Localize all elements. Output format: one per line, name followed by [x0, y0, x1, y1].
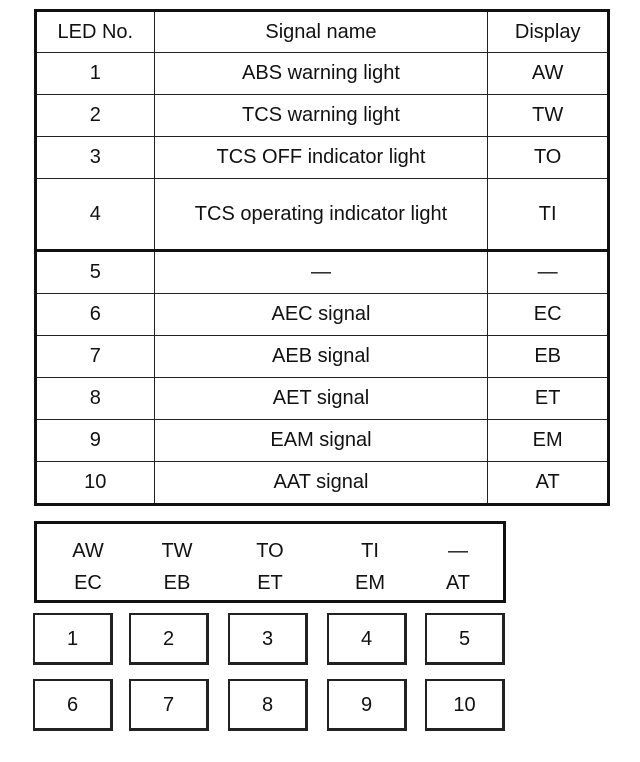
- display-top-row: [37, 536, 503, 566]
- led-no-cell: 1: [36, 53, 155, 95]
- signal-name-cell: TCS warning light: [154, 95, 488, 137]
- led-no-cell: 3: [36, 137, 155, 179]
- led-no-cell: 9: [36, 420, 155, 462]
- led-no-cell: 10: [36, 462, 155, 505]
- display-code-cell: EM: [488, 420, 609, 462]
- led-button-2[interactable]: 2: [129, 613, 209, 665]
- led-no-cell: 6: [36, 294, 155, 336]
- header-display: Display: [488, 11, 609, 53]
- signal-name-cell: —: [154, 251, 488, 294]
- signal-name-cell: AEC signal: [154, 294, 488, 336]
- display-code-cell: ET: [488, 378, 609, 420]
- table-row: [36, 462, 609, 505]
- header-led-no: LED No.: [36, 11, 155, 53]
- display-code: EB: [163, 572, 191, 594]
- led-button-3[interactable]: 3: [228, 613, 308, 665]
- display-code: TI: [361, 540, 379, 562]
- signal-name-cell: AET signal: [154, 378, 488, 420]
- signal-name-cell: TCS operating indicator light: [154, 179, 488, 251]
- display-code: EM: [355, 572, 385, 594]
- display-code-cell: TW: [488, 95, 609, 137]
- led-button-10[interactable]: 10: [425, 679, 505, 731]
- table-row: [36, 251, 609, 294]
- table-row: [36, 294, 609, 336]
- led-button-4[interactable]: 4: [327, 613, 407, 665]
- table-row: [36, 53, 609, 95]
- display-panel: [34, 521, 506, 603]
- display-code-cell: —: [488, 251, 609, 294]
- signal-name-cell: ABS warning light: [154, 53, 488, 95]
- display-code-cell: EC: [488, 294, 609, 336]
- display-bottom-row: [37, 568, 503, 598]
- led-button-6[interactable]: 6: [33, 679, 113, 731]
- display-code: AW: [72, 540, 104, 562]
- display-code-cell: TI: [488, 179, 609, 251]
- led-button-1[interactable]: 1: [33, 613, 113, 665]
- led-no-cell: 2: [36, 95, 155, 137]
- led-no-cell: 5: [36, 251, 155, 294]
- table-header-row: [36, 11, 609, 53]
- table-row: [36, 137, 609, 179]
- table-row: [36, 179, 609, 251]
- display-code: EC: [74, 572, 102, 594]
- display-code-cell: EB: [488, 336, 609, 378]
- table-row: [36, 95, 609, 137]
- table-row: [36, 336, 609, 378]
- display-code-cell: TO: [488, 137, 609, 179]
- signal-name-cell: EAM signal: [154, 420, 488, 462]
- led-signal-table: [34, 9, 610, 506]
- header-signal-name: Signal name: [154, 11, 488, 53]
- table-row: [36, 378, 609, 420]
- led-button-5[interactable]: 5: [425, 613, 505, 665]
- led-no-cell: 4: [36, 179, 155, 251]
- display-code: ET: [257, 572, 283, 594]
- display-code: —: [448, 540, 468, 562]
- led-no-cell: 8: [36, 378, 155, 420]
- signal-name-cell: AEB signal: [154, 336, 488, 378]
- display-code: TO: [256, 540, 284, 562]
- display-code: TW: [161, 540, 193, 562]
- led-button-8[interactable]: 8: [228, 679, 308, 731]
- led-button-7[interactable]: 7: [129, 679, 209, 731]
- signal-name-cell: TCS OFF indicator light: [154, 137, 488, 179]
- table-row: [36, 420, 609, 462]
- led-button-9[interactable]: 9: [327, 679, 407, 731]
- display-code-cell: AW: [488, 53, 609, 95]
- display-code-cell: AT: [488, 462, 609, 505]
- display-code: AT: [445, 572, 471, 594]
- led-no-cell: 7: [36, 336, 155, 378]
- signal-name-cell: AAT signal: [154, 462, 488, 505]
